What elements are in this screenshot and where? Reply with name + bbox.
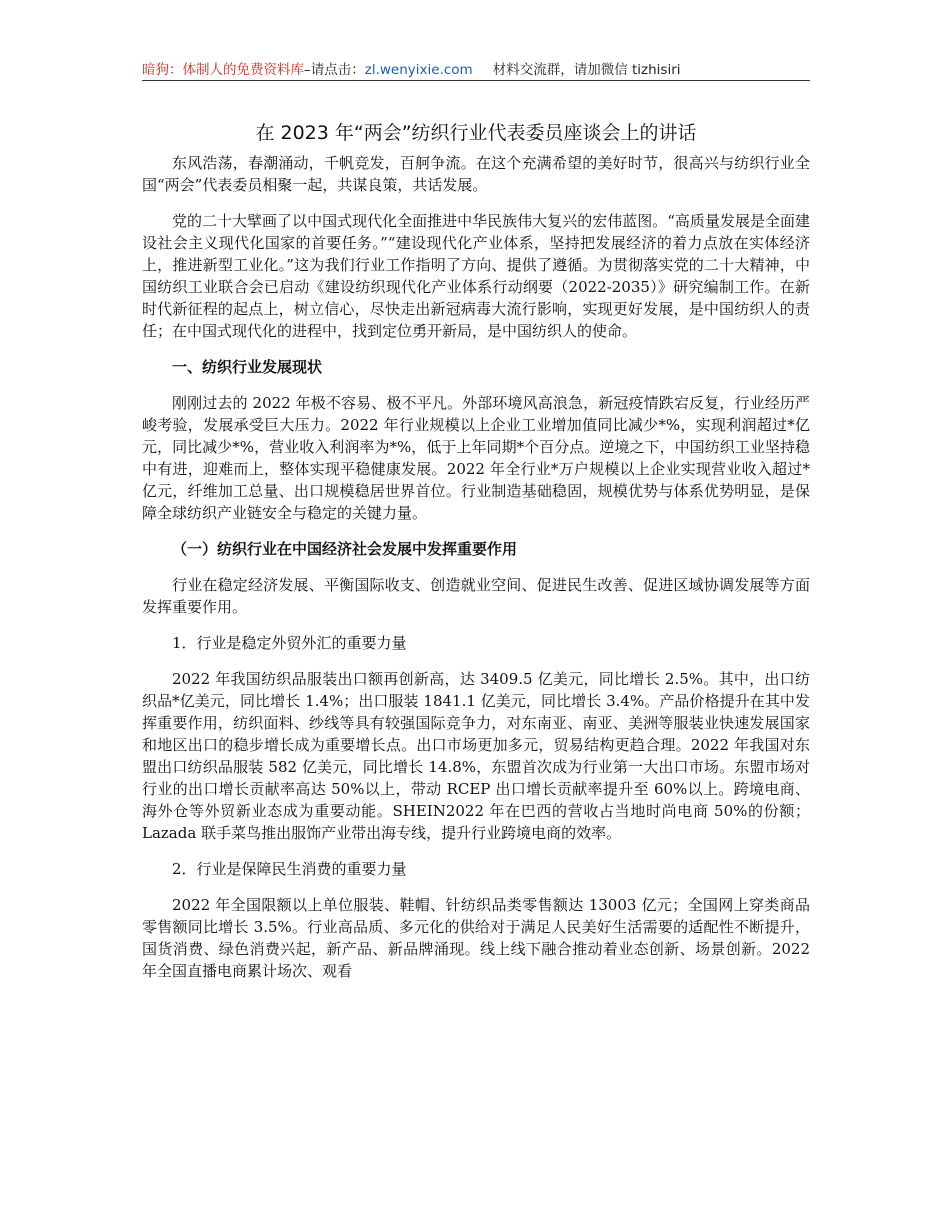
- paragraph-role: 行业在稳定经济发展、平衡国际收支、创造就业空间、促进民生改善、促进区域协调发展等方面发挥重要作用。: [142, 576, 810, 616]
- item-heading-1: 1．行业是稳定外贸外汇的重要力量: [172, 634, 407, 652]
- paragraph-party-congress: 党的二十大擘画了以中国式现代化全面推进中华民族伟大复兴的宏伟蓝图。“高质量发展是全面建设社会主义现代化国家的首要任务。”“建设现代化产业体系，坚持把发展经济的着力点放在实体经济上，推进新型工业化。”这为我们行业工作指明了方向、提供了遵循。为贯彻落实党的二十大精神，中国纺织工业联合会已启动《建设纺织现代化产业体系行动纲要（2022-2035）》研究编制工作。在新时代新征程的起点上，树立信心，尽快走出新冠病毒大流行影响，实现更好发展，是中国纺织人的责任；在中国式现代化的进程中，找到定位勇开新局，是中国纺织人的使命。: [142, 212, 810, 340]
- subsection-heading-1: （一）纺织行业在中国经济社会发展中发挥重要作用: [172, 540, 518, 558]
- header-wechat-note: 材料交流群，请加微信 tizhisiri: [492, 62, 681, 78]
- header-click-prompt: –请点击：: [304, 62, 365, 78]
- document-title: 在 2023 年“两会”纺织行业代表委员座谈会上的讲话: [255, 122, 697, 144]
- header-site-name: 暗狗：体制人的免费资料库: [142, 62, 304, 78]
- paragraph-exports: 2022 年我国纺织品服装出口额再创新高，达 3409.5 亿美元，同比增长 2.5%。其中，出口纺织品*亿美元，同比增长 1.4%；出口服装 1841.1 亿美元，同比增长 3.4%。产品价格提升在其中发挥重要作用，纺织面料、纱线等具有较强国际竞争力，对东南亚、南亚、美洲等服装业快速发展国家和地区出口的稳步增长成为重要增长点。出口市场更加多元，贸易结构更趋合理。2022 年我国对东盟出口纺织品服装 582 亿美元，同比增长 14.8%，东盟首次成为行业第一大出口市场。东盟市场对行业的出口增长贡献率高达 50%以上，带动 RCEP 出口增长贡献率提升至 60%以上。跨境电商、海外仓等外贸新业态成为重要动能。SHEIN2022 年在巴西的营收占当地时尚电商 50%的份额；Lazada 联手菜鸟推出服饰产业带出海专线，提升行业跨境电商的效率。: [142, 670, 810, 842]
- document-body: [142, 152, 810, 996]
- section-heading-1: 一、纺织行业发展现状: [172, 358, 323, 376]
- header-divider: [142, 80, 810, 81]
- header-link[interactable]: zl.wenyixie.com: [364, 62, 473, 78]
- page-header: [142, 58, 810, 80]
- item-heading-2: 2．行业是保障民生消费的重要力量: [172, 860, 407, 878]
- paragraph-consumption: 2022 年全国限额以上单位服装、鞋帽、针纺织品类零售额达 13003 亿元；全国网上穿类商品零售额同比增长 3.5%。行业高品质、多元化的供给对于满足人民美好生活需要的适配性不断提升，国货消费、绿色消费兴起，新产品、新品牌涌现。线上线下融合推动着业态创新、场景创新。2022 年全国直播电商累计场次、观看: [142, 896, 810, 980]
- paragraph-intro: 东风浩荡，春潮涌动，千帆竞发，百舸争流。在这个充满希望的美好时节，很高兴与纺织行业全国“两会”代表委员相聚一起，共谋良策，共话发展。: [142, 154, 810, 194]
- paragraph-2022-review: 刚刚过去的 2022 年极不容易、极不平凡。外部环境风高浪急，新冠疫情跌宕反复，行业经历严峻考验，发展承受巨大压力。2022 年行业规模以上企业工业增加值同比减少*%，实现利润超过*亿元，同比减少*%，营业收入利润率为*%，低于上年同期*个百分点。逆境之下，中国纺织工业坚持稳中有进，迎难而上，整体实现平稳健康发展。2022 年全行业*万户规模以上企业实现营业收入超过*亿元，纤维加工总量、出口规模稳居世界首位。行业制造基础稳固，规模优势与体系优势明显，是保障全球纺织产业链安全与稳定的关键力量。: [142, 394, 810, 522]
